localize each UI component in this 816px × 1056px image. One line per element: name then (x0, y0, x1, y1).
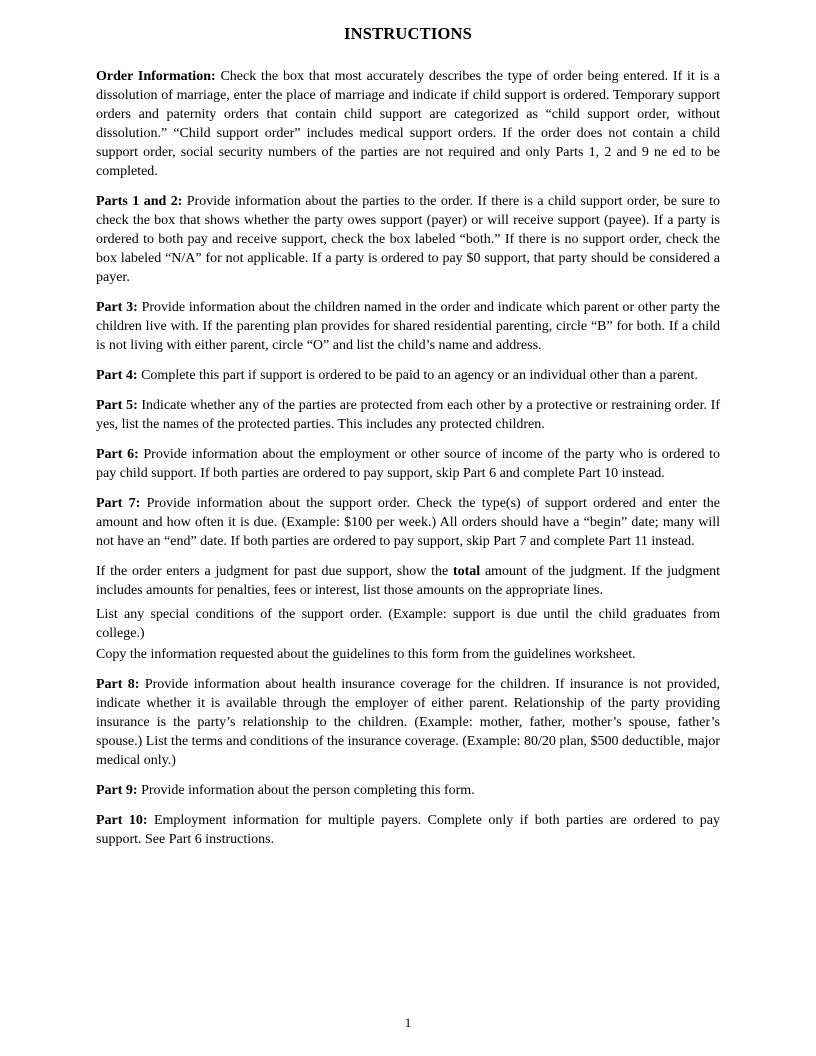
part-4-text: Complete this part if support is ordered to be paid to an agency or an individual other than a parent. (137, 368, 698, 383)
part-10-text: Employment information for multiple payers. Complete only if both parties are ordered to pay support. See Part 6 instructions. (96, 813, 720, 847)
paragraph-order-information (96, 67, 720, 181)
order-information-text: Check the box that most accurately describes the type of order being entered. If it is a dissolution of marriage, enter the place of marriage and indicate if child support is ordered. Temporary support orders and paternity orders that contain child support are categorized as “child support order, without dissolution.” “Child support order” includes medical support orders. If the order does not contain a child support order, social security numbers of the parties are not required and only Parts 1, 2 and 9 ne ed to be completed. (96, 69, 720, 179)
judgment-text-after: amount of the judgment. If the judgment includes amounts for penalties, fees or interest, list those amounts on the appropriate lines. (96, 564, 720, 598)
paragraph-part-7 (96, 494, 720, 551)
page-title: INSTRUCTIONS (343, 24, 473, 43)
part-5-text: Indicate whether any of the parties are protected from each other by a protective or restraining order. If yes, list the names of the protected parties. This includes any protected children. (96, 398, 721, 432)
paragraph-part-6 (96, 445, 720, 483)
part-7-label: Part 7: (96, 496, 141, 511)
part-8-text: Provide information about health insurance coverage for the children. If insurance is not provided, indicate whether it is available through the employer of either parent. Relationship of the party providing insurance is the party’s relationship to the children. (Example: mother, father, mother’s spouse, father’s spouse.) List the terms and conditions of the insurance coverage. (Example: 80/20 plan, $500 deductible, major medical only.) (96, 677, 721, 768)
part-6-text: Provide information about the employment or other source of income of the party who is ordered to pay child support. If both parties are ordered to pay support, skip Part 6 and complete Part 10 instead. (96, 447, 720, 481)
judgment-total-emphasis: total (452, 564, 481, 579)
paragraph-parts-1-2 (96, 192, 720, 287)
parts-1-2-text: Provide information about the parties to the order. If there is a child support order, be sure to check the box that shows whether the party owes support (payer) or will receive support (payee). If a party is ordered to both pay and receive support, check the box labeled “both.” If there is no support order, check the box labeled “N/A” for not applicable. If a party is ordered to pay $0 support, that party should be considered a payer. (96, 194, 720, 285)
order-information-label: Order Information: (96, 69, 216, 84)
paragraph-part-9 (96, 781, 720, 800)
judgment-text-before: If the order enters a judgment for past due support, show the (96, 564, 453, 579)
paragraph-part-3 (96, 298, 720, 355)
paragraph-judgment (96, 562, 720, 600)
part-10-label: Part 10: (96, 813, 148, 828)
part-3-label: Part 3: (96, 300, 138, 315)
paragraph-special-conditions: List any special conditions of the support order. (Example: support is due until the child graduates from college.) (96, 607, 720, 641)
part-6-label: Part 6: (96, 447, 139, 462)
parts-1-2-label: Parts 1 and 2: (96, 194, 183, 209)
paragraph-part-5 (96, 396, 720, 434)
part-9-label: Part 9: (96, 783, 138, 798)
paragraph-guidelines: Copy the information requested about the guidelines to this form from the guidelines worksheet. (96, 647, 636, 662)
part-3-text: Provide information about the children named in the order and indicate which parent or other party the children live with. If the parenting plan provides for shared residential parenting, circle “B” for both. If a child is not living with either parent, circle “O” and list the child’s name and address. (96, 300, 721, 353)
paragraph-part-4 (96, 366, 720, 385)
part-9-text: Provide information about the person completing this form. (137, 783, 475, 798)
part-5-label: Part 5: (96, 398, 138, 413)
page-number: 1 (404, 1015, 412, 1030)
part-8-label: Part 8: (96, 677, 140, 692)
instructions-body (96, 67, 720, 860)
part-4-label: Part 4: (96, 368, 138, 383)
paragraph-part-10 (96, 811, 720, 849)
part-7-text: Provide information about the support order. Check the type(s) of support ordered and enter the amount and how often it is due. (Example: $100 per week.) All orders should have a “begin” date; many will not have an “end” date. If both parties are ordered to pay support, skip Part 7 and complete Part 11 instead. (96, 496, 721, 549)
paragraph-part-8 (96, 675, 720, 770)
